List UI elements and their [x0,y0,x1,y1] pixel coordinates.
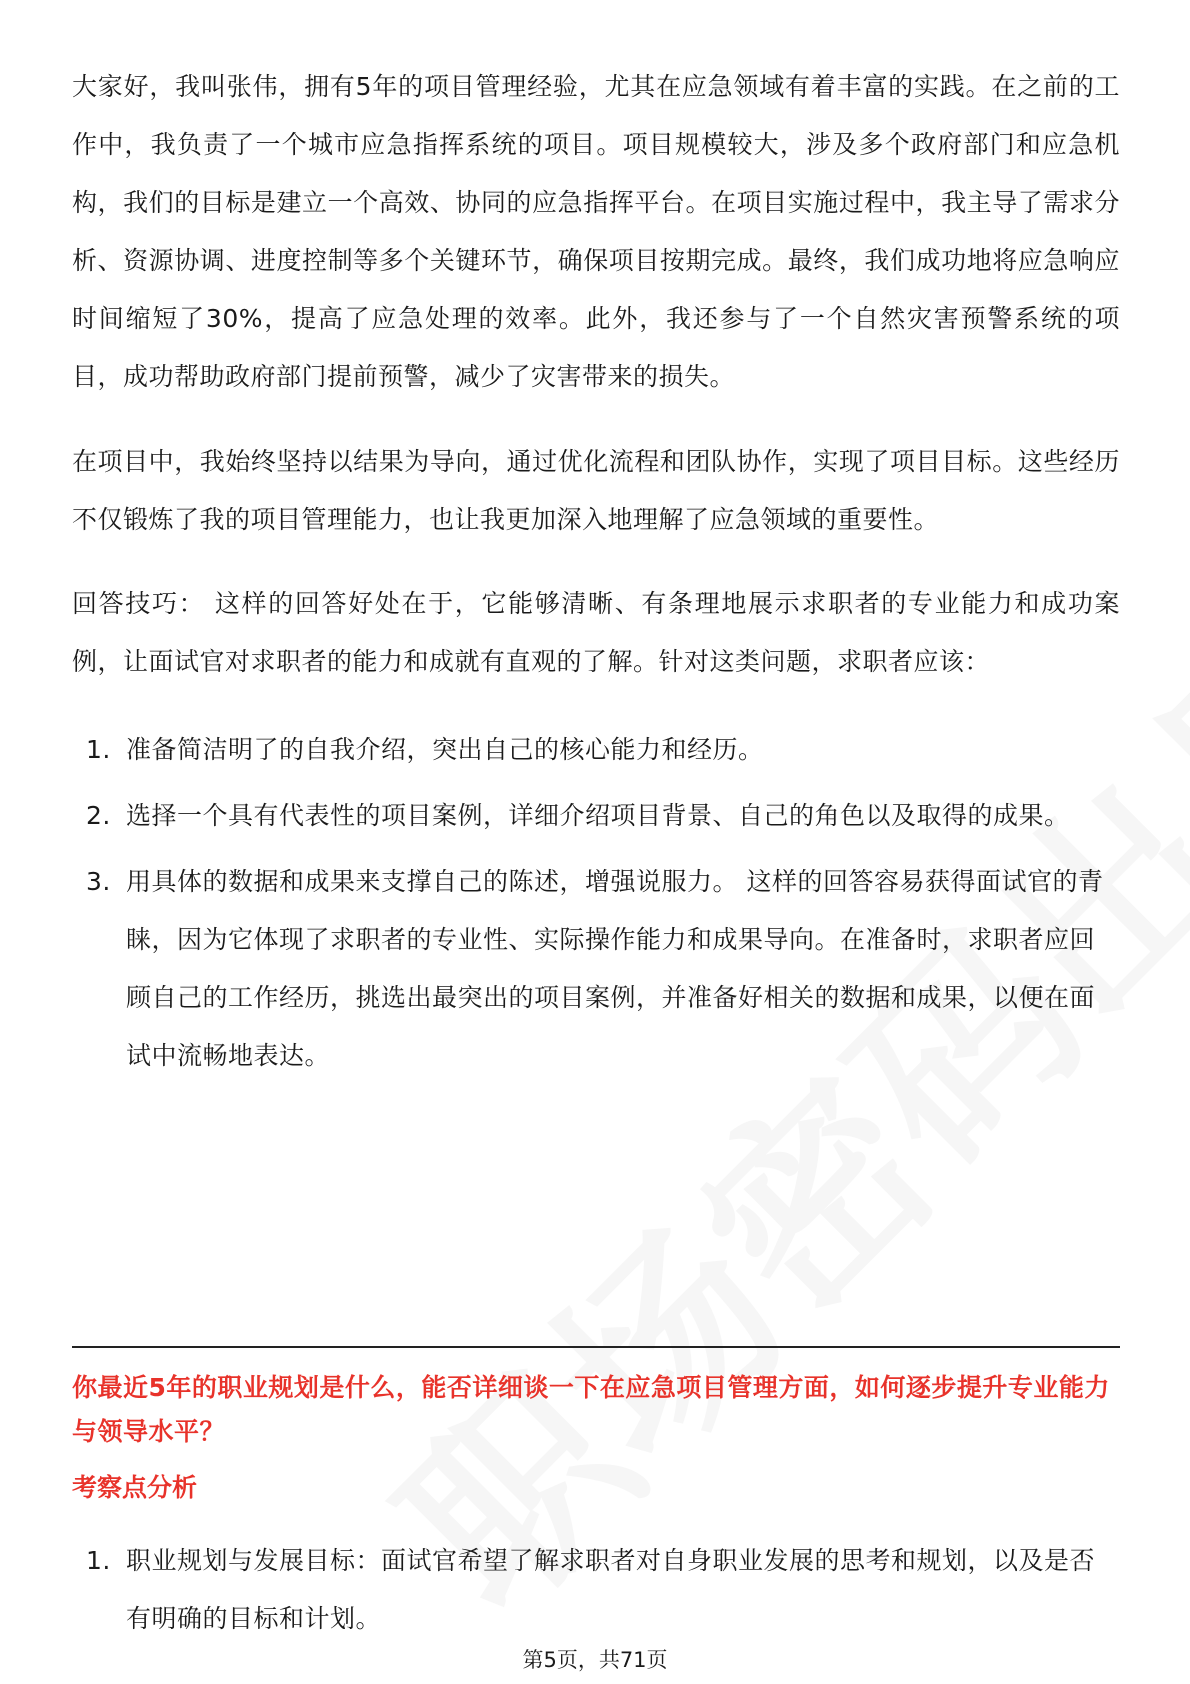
analysis-list [72,1532,1120,1648]
list-item-text: 用具体的数据和成果来支撑自己的陈述，增强说服力。 这样的回答容易获得面试官的青睐，因为它体现了求职者的专业性、实际操作能力和成果导向。在准备时，求职者应回顾自己的工作经历，挑选出最突出的项目案例，并准备好相关的数据和成果，以便在面试中流畅地表达。 [126,867,1104,1070]
list-item [72,1532,1120,1648]
page-footer: 第5页，共71页 [522,1648,668,1672]
answer-section [72,58,1120,1093]
list-item-text: 准备简洁明了的自我介绍，突出自己的核心能力和经历。 [126,735,764,764]
analysis-section [72,1532,1120,1656]
list-item-number: 3. [86,867,111,896]
section-divider [72,1346,1120,1348]
answer-paragraph-1: 大家好，我叫张伟，拥有5年的项目管理经验，尤其在应急领域有着丰富的实践。在之前的工作中，我负责了一个城市应急指挥系统的项目。项目规模较大，涉及多个政府部门和应急机构，我们的目标是建立一个高效、协同的应急指挥平台。在项目实施过程中，我主导了需求分析、资源协调、进度控制等多个关键环节，确保项目按期完成。最终，我们成功地将应急响应时间缩短了30%，提高了应急处理的效率。此外，我还参与了一个自然灾害预警系统的项目，成功帮助政府部门提前预警，减少了灾害带来的损失。 [72,72,1120,391]
question-heading: 你最近5年的职业规划是什么，能否详细谈一下在应急项目管理方面，如何逐步提升专业能力与领导水平？ [72,1373,1110,1446]
list-item [72,853,1120,1085]
list-item-number: 1. [86,735,111,764]
tips-list [72,721,1120,1085]
answer-paragraph-2: 在项目中，我始终坚持以结果为导向，通过优化流程和团队协作，实现了项目目标。这些经历不仅锻炼了我的项目管理能力，也让我更加深入地理解了应急领域的重要性。 [72,447,1120,534]
list-item-text: 选择一个具有代表性的项目案例，详细介绍项目背景、自己的角色以及取得的成果。 [126,801,1070,830]
list-item-number: 1. [86,1546,111,1575]
list-item-number: 2. [86,801,111,830]
list-item [72,787,1120,845]
tips-intro: 回答技巧： 这样的回答好处在于，它能够清晰、有条理地展示求职者的专业能力和成功案例，让面试官对求职者的能力和成就有直观的了解。针对这类问题，求职者应该： [72,589,1120,676]
analysis-heading: 考察点分析 [72,1473,198,1502]
list-item-text: 职业规划与发展目标：面试官希望了解求职者对自身职业发展的思考和规划，以及是否有明确的目标和计划。 [126,1546,1096,1633]
list-item [72,721,1120,779]
